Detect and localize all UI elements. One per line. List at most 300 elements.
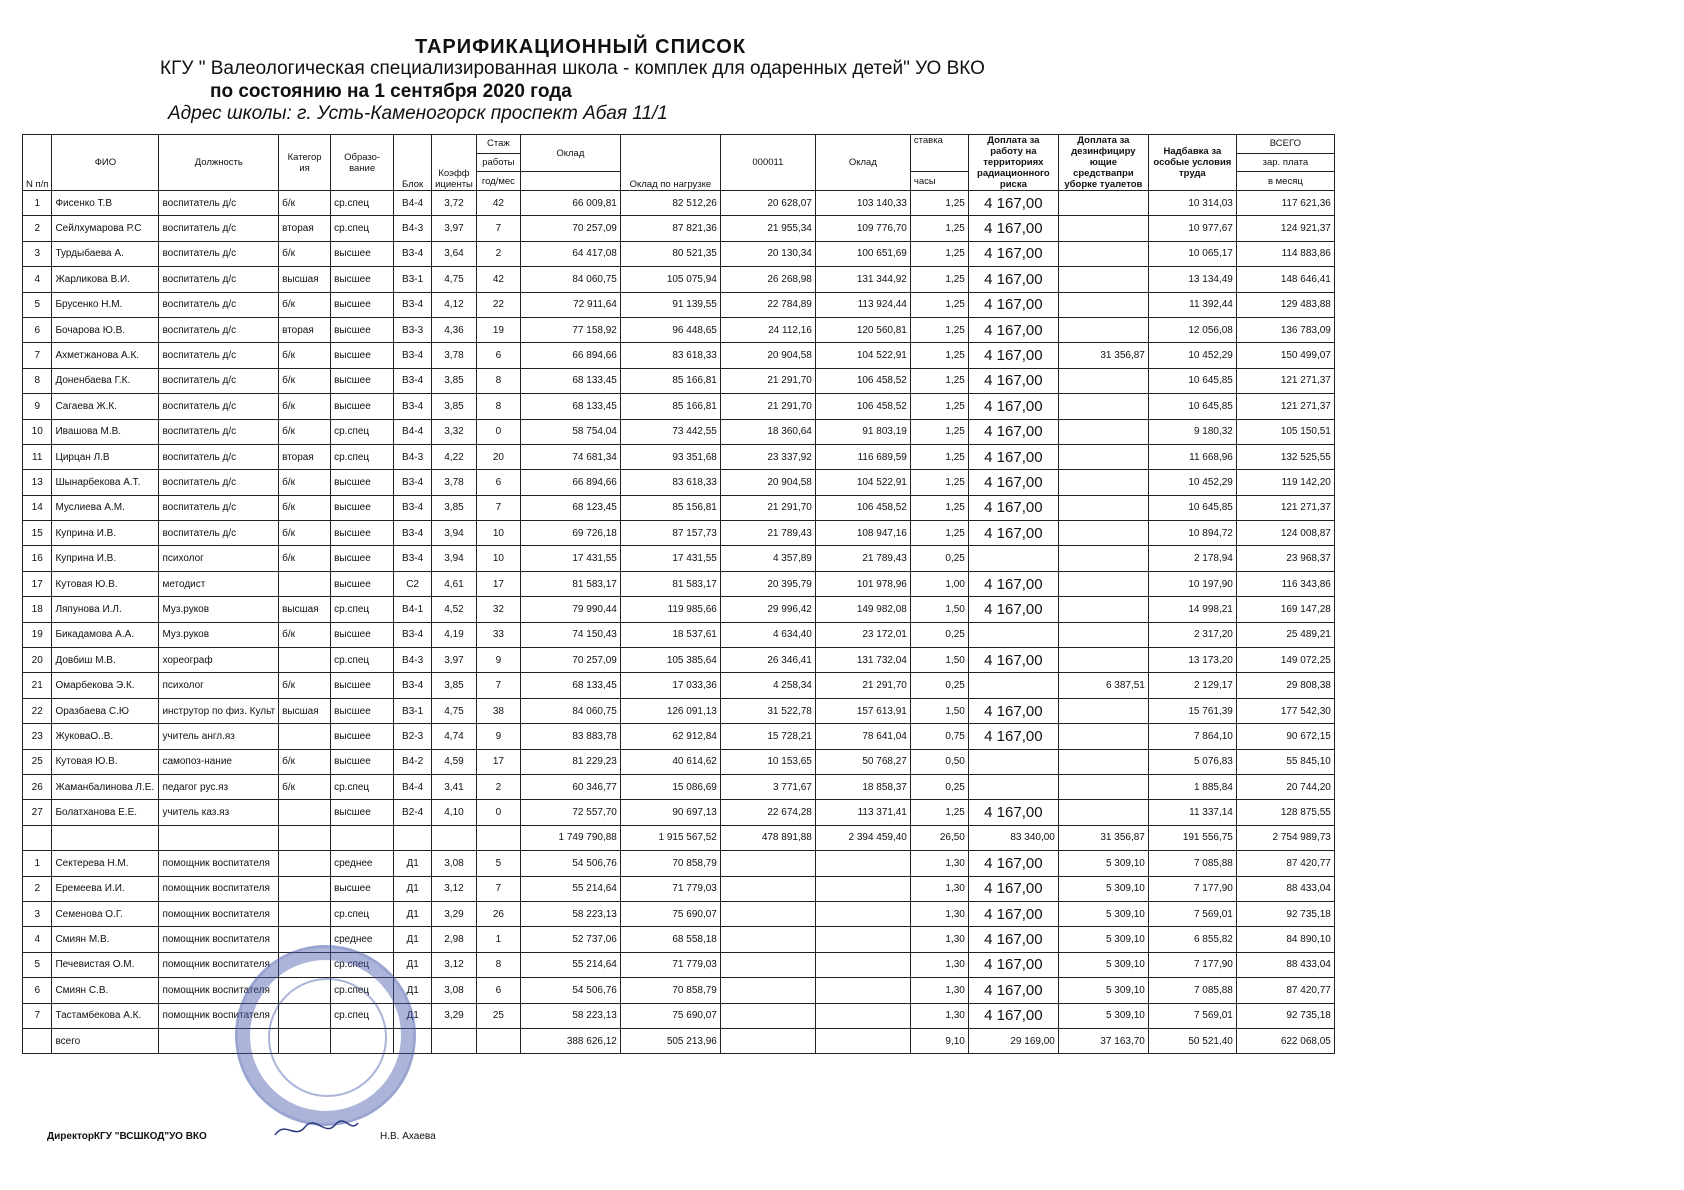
employee-position: учитель каз.яз (159, 800, 279, 825)
employee-load-salary: 85 156,81 (620, 495, 720, 520)
employee-disinfection-bonus (1058, 495, 1148, 520)
employee-block: В4-3 (394, 216, 432, 241)
employee-disinfection-bonus (1058, 444, 1148, 469)
employee-salary2: 106 458,52 (815, 495, 910, 520)
employee-radiation-bonus: 4 167,00 (968, 216, 1058, 241)
employee-category: б/к (279, 673, 331, 698)
employee-radiation-bonus (968, 622, 1058, 647)
employee-salary: 81 583,17 (520, 571, 620, 596)
employee-special-bonus: 7 085,88 (1148, 851, 1236, 876)
employee-position: помощник воспитателя (159, 901, 279, 926)
employee-block: В2-4 (394, 800, 432, 825)
subtotal-salary: 1 749 790,88 (520, 825, 620, 850)
employee-total: 148 646,41 (1236, 267, 1334, 292)
employee-special-bonus: 10 977,67 (1148, 216, 1236, 241)
employee-load-salary: 15 086,69 (620, 774, 720, 799)
employee-code-000011: 22 674,28 (720, 800, 815, 825)
employee-block: В3-1 (394, 698, 432, 723)
employee-radiation-bonus: 4 167,00 (968, 901, 1058, 926)
employee-disinfection-bonus (1058, 216, 1148, 241)
employee-name: Брусенко Н.М. (52, 292, 159, 317)
employee-coef: 3,78 (432, 343, 477, 368)
employee-code-000011: 18 360,64 (720, 419, 815, 444)
employee-salary: 52 737,06 (520, 927, 620, 952)
employee-total: 116 343,86 (1236, 571, 1334, 596)
employee-salary: 68 133,45 (520, 368, 620, 393)
employee-total: 29 808,38 (1236, 673, 1334, 698)
table-row (23, 546, 1335, 571)
signature-icon (270, 1115, 360, 1145)
employee-coef: 3,97 (432, 648, 477, 673)
employee-rate: 1,30 (910, 952, 968, 977)
employee-disinfection-bonus (1058, 571, 1148, 596)
employee-special-bonus: 12 056,08 (1148, 317, 1236, 342)
employee-coef: 3,72 (432, 191, 477, 216)
employee-radiation-bonus: 4 167,00 (968, 597, 1058, 622)
employee-experience: 38 (476, 698, 520, 723)
employee-salary: 84 060,75 (520, 698, 620, 723)
table-row (23, 317, 1335, 342)
employee-category: высшая (279, 698, 331, 723)
employee-salary2: 120 560,81 (815, 317, 910, 342)
table-row (23, 419, 1335, 444)
employee-code-000011: 24 112,16 (720, 317, 815, 342)
employee-position: хореограф (159, 648, 279, 673)
employee-position: воспитатель д/с (159, 343, 279, 368)
row-number: 4 (23, 267, 52, 292)
employee-rate: 0,25 (910, 622, 968, 647)
employee-code-000011 (720, 851, 815, 876)
employee-salary2: 108 947,16 (815, 521, 910, 546)
employee-code-000011: 21 291,70 (720, 495, 815, 520)
employee-position: воспитатель д/с (159, 394, 279, 419)
employee-salary: 72 911,64 (520, 292, 620, 317)
employee-coef: 3,85 (432, 368, 477, 393)
subtotal-disinfection-bonus: 31 356,87 (1058, 825, 1148, 850)
employee-education: высшее (331, 241, 394, 266)
row-number: 2 (23, 216, 52, 241)
employee-salary2: 21 291,70 (815, 673, 910, 698)
employee-radiation-bonus: 4 167,00 (968, 292, 1058, 317)
employee-total: 84 890,10 (1236, 927, 1334, 952)
employee-code-000011: 21 291,70 (720, 394, 815, 419)
employee-load-salary: 105 075,94 (620, 267, 720, 292)
employee-salary2: 106 458,52 (815, 368, 910, 393)
employee-category: б/к (279, 749, 331, 774)
employee-special-bonus: 7 177,90 (1148, 876, 1236, 901)
employee-load-salary: 82 512,26 (620, 191, 720, 216)
employee-radiation-bonus (968, 546, 1058, 571)
employee-disinfection-bonus (1058, 368, 1148, 393)
employee-name: Довбиш М.В. (52, 648, 159, 673)
employee-total: 117 621,36 (1236, 191, 1334, 216)
employee-salary2 (815, 1003, 910, 1028)
employee-special-bonus: 10 452,29 (1148, 343, 1236, 368)
table-row (23, 622, 1335, 647)
table-row (23, 292, 1335, 317)
employee-radiation-bonus: 4 167,00 (968, 927, 1058, 952)
employee-code-000011: 31 522,78 (720, 698, 815, 723)
employee-code-000011: 4 357,89 (720, 546, 815, 571)
subtotal-load-salary: 1 915 567,52 (620, 825, 720, 850)
employee-total: 87 420,77 (1236, 978, 1334, 1003)
employee-code-000011 (720, 952, 815, 977)
employee-position: воспитатель д/с (159, 317, 279, 342)
employee-rate: 1,25 (910, 444, 968, 469)
employee-rate: 1,25 (910, 495, 968, 520)
employee-name: Сейлхумарова Р.С (52, 216, 159, 241)
employee-disinfection-bonus (1058, 546, 1148, 571)
employee-load-salary: 81 583,17 (620, 571, 720, 596)
employee-block: В3-4 (394, 521, 432, 546)
employee-experience: 0 (476, 800, 520, 825)
subtotal-empty (331, 825, 394, 850)
employee-special-bonus: 6 855,82 (1148, 927, 1236, 952)
employee-load-salary: 105 385,64 (620, 648, 720, 673)
header-salary-empty (520, 172, 620, 191)
employee-radiation-bonus: 4 167,00 (968, 368, 1058, 393)
employee-load-salary: 70 858,79 (620, 978, 720, 1003)
employee-special-bonus: 2 317,20 (1148, 622, 1236, 647)
employee-position: воспитатель д/с (159, 444, 279, 469)
employee-name: Доненбаева Г.К. (52, 368, 159, 393)
employee-position: воспитатель д/с (159, 267, 279, 292)
employee-block: В3-4 (394, 470, 432, 495)
employee-total: 132 525,55 (1236, 444, 1334, 469)
employee-total: 23 968,37 (1236, 546, 1334, 571)
employee-special-bonus: 10 645,85 (1148, 495, 1236, 520)
employee-experience: 8 (476, 952, 520, 977)
employee-salary2: 104 522,91 (815, 470, 910, 495)
employee-coef: 3,32 (432, 419, 477, 444)
employee-category (279, 571, 331, 596)
employee-block: В3-4 (394, 495, 432, 520)
employee-category: б/к (279, 774, 331, 799)
header-total-top: ВСЕГО (1236, 135, 1334, 154)
employee-salary: 54 506,76 (520, 978, 620, 1003)
employee-salary: 84 060,75 (520, 267, 620, 292)
employee-block: Д1 (394, 851, 432, 876)
employee-rate: 1,25 (910, 267, 968, 292)
employee-coef: 3,94 (432, 521, 477, 546)
employee-special-bonus: 7 085,88 (1148, 978, 1236, 1003)
employee-coef: 3,85 (432, 495, 477, 520)
table-row (23, 521, 1335, 546)
employee-rate: 1,25 (910, 292, 968, 317)
employee-disinfection-bonus (1058, 698, 1148, 723)
employee-block: В3-4 (394, 292, 432, 317)
employee-disinfection-bonus (1058, 724, 1148, 749)
employee-rate: 1,30 (910, 1003, 968, 1028)
employee-rate: 0,75 (910, 724, 968, 749)
employee-total: 136 783,09 (1236, 317, 1334, 342)
employee-position: воспитатель д/с (159, 521, 279, 546)
employee-education: ср.спец (331, 901, 394, 926)
employee-disinfection-bonus (1058, 749, 1148, 774)
document-date: по состоянию на 1 сентября 2020 года (210, 81, 572, 102)
header-block: Блок (394, 135, 432, 191)
employee-education: ср.спец (331, 1003, 394, 1028)
employee-salary2: 91 803,19 (815, 419, 910, 444)
subtotal-empty (279, 825, 331, 850)
table-row (23, 470, 1335, 495)
employee-position: педагог рус.яз (159, 774, 279, 799)
employee-education: высшее (331, 622, 394, 647)
employee-block: В4-4 (394, 774, 432, 799)
employee-salary: 54 506,76 (520, 851, 620, 876)
employee-experience: 6 (476, 470, 520, 495)
subtotal-empty (394, 825, 432, 850)
employee-coef: 4,59 (432, 749, 477, 774)
employee-disinfection-bonus (1058, 241, 1148, 266)
employee-experience: 42 (476, 191, 520, 216)
employee-load-salary: 17 033,36 (620, 673, 720, 698)
official-stamp-icon (235, 945, 416, 1126)
header-num: N п/п (23, 135, 52, 191)
table-row (23, 724, 1335, 749)
table-row (23, 216, 1335, 241)
employee-disinfection-bonus: 6 387,51 (1058, 673, 1148, 698)
employee-load-salary: 73 442,55 (620, 419, 720, 444)
employee-coef: 3,12 (432, 876, 477, 901)
employee-coef: 4,52 (432, 597, 477, 622)
employee-position: Муз.руков (159, 622, 279, 647)
employee-position: помощник воспитателя (159, 1003, 279, 1028)
employee-salary: 81 229,23 (520, 749, 620, 774)
employee-radiation-bonus (968, 774, 1058, 799)
employee-salary: 55 214,64 (520, 952, 620, 977)
employee-block: В3-4 (394, 622, 432, 647)
employee-special-bonus: 7 569,01 (1148, 1003, 1236, 1028)
subtotal-empty (432, 825, 477, 850)
total-empty (432, 1028, 477, 1053)
employee-position: воспитатель д/с (159, 191, 279, 216)
employee-position: инструтор по физ. Культ (159, 698, 279, 723)
employee-block: В3-4 (394, 394, 432, 419)
employee-name: Бикадамова А.А. (52, 622, 159, 647)
row-number: 9 (23, 394, 52, 419)
employee-rate: 1,25 (910, 470, 968, 495)
employee-category: вторая (279, 317, 331, 342)
row-number: 8 (23, 368, 52, 393)
employee-category: вторая (279, 444, 331, 469)
employee-name: Оразбаева С.Ю (52, 698, 159, 723)
table-row (23, 978, 1335, 1003)
employee-experience: 2 (476, 241, 520, 266)
row-number: 5 (23, 292, 52, 317)
employee-disinfection-bonus (1058, 267, 1148, 292)
employee-coef: 3,85 (432, 394, 477, 419)
employee-education: ср.спец (331, 648, 394, 673)
table-row (23, 1003, 1335, 1028)
row-number: 14 (23, 495, 52, 520)
employee-category: высшая (279, 597, 331, 622)
row-number: 6 (23, 978, 52, 1003)
employee-load-salary: 87 821,36 (620, 216, 720, 241)
employee-experience: 6 (476, 343, 520, 368)
employee-salary2: 104 522,91 (815, 343, 910, 368)
employee-experience: 7 (476, 216, 520, 241)
employee-total: 114 883,86 (1236, 241, 1334, 266)
header-exp-mid: работы (476, 153, 520, 172)
employee-radiation-bonus: 4 167,00 (968, 571, 1058, 596)
employee-position: воспитатель д/с (159, 241, 279, 266)
employee-radiation-bonus (968, 673, 1058, 698)
employee-education: ср.спец (331, 191, 394, 216)
employee-name: Смиян С.В. (52, 978, 159, 1003)
employee-position: воспитатель д/с (159, 216, 279, 241)
employee-total: 150 499,07 (1236, 343, 1334, 368)
employee-name: Тастамбекова А.К. (52, 1003, 159, 1028)
employee-category: б/к (279, 470, 331, 495)
employee-block: Д1 (394, 876, 432, 901)
employee-disinfection-bonus: 5 309,10 (1058, 901, 1148, 926)
employee-category: б/к (279, 394, 331, 419)
employee-block: В4-4 (394, 191, 432, 216)
employee-experience: 9 (476, 648, 520, 673)
table-row (23, 749, 1335, 774)
employee-radiation-bonus: 4 167,00 (968, 648, 1058, 673)
employee-salary2: 113 371,41 (815, 800, 910, 825)
staff-rows (23, 191, 1335, 851)
employee-salary2 (815, 901, 910, 926)
employee-position: самопоз-нание (159, 749, 279, 774)
employee-code-000011: 20 395,79 (720, 571, 815, 596)
employee-total: 121 271,37 (1236, 394, 1334, 419)
employee-special-bonus: 11 668,96 (1148, 444, 1236, 469)
header-fio: ФИО (52, 135, 159, 191)
employee-name: Бочарова Ю.В. (52, 317, 159, 342)
employee-education: высшее (331, 292, 394, 317)
employee-coef: 3,85 (432, 673, 477, 698)
employee-total: 92 735,18 (1236, 901, 1334, 926)
employee-name: Печевистая О.М. (52, 952, 159, 977)
employee-education: высшее (331, 698, 394, 723)
employee-disinfection-bonus: 31 356,87 (1058, 343, 1148, 368)
employee-name: Ахметжанова А.К. (52, 343, 159, 368)
employee-category: б/к (279, 546, 331, 571)
employee-experience: 8 (476, 394, 520, 419)
employee-special-bonus: 14 998,21 (1148, 597, 1236, 622)
employee-category (279, 851, 331, 876)
total-disinfection-bonus: 37 163,70 (1058, 1028, 1148, 1053)
employee-special-bonus: 10 452,29 (1148, 470, 1236, 495)
table-row (23, 698, 1335, 723)
employee-radiation-bonus: 4 167,00 (968, 1003, 1058, 1028)
employee-salary: 69 726,18 (520, 521, 620, 546)
table-row (23, 597, 1335, 622)
employee-disinfection-bonus (1058, 292, 1148, 317)
employee-code-000011 (720, 901, 815, 926)
employee-education: высшее (331, 571, 394, 596)
employee-name: Сектерева Н.М. (52, 851, 159, 876)
employee-code-000011: 21 789,43 (720, 521, 815, 546)
employee-block: В3-3 (394, 317, 432, 342)
total-empty (23, 1028, 52, 1053)
employee-special-bonus: 2 129,17 (1148, 673, 1236, 698)
row-number: 26 (23, 774, 52, 799)
employee-rate: 1,50 (910, 698, 968, 723)
row-number: 17 (23, 571, 52, 596)
employee-radiation-bonus: 4 167,00 (968, 495, 1058, 520)
header-rate-hours: часы (910, 172, 968, 191)
table-row (23, 394, 1335, 419)
employee-coef: 4,36 (432, 317, 477, 342)
employee-load-salary: 85 166,81 (620, 394, 720, 419)
employee-experience: 25 (476, 1003, 520, 1028)
employee-salary: 55 214,64 (520, 876, 620, 901)
employee-total: 20 744,20 (1236, 774, 1334, 799)
school-address: Адрес школы: г. Усть-Каменогорск проспект Абая 11/1 (168, 103, 668, 124)
employee-total: 88 433,04 (1236, 952, 1334, 977)
header-category: Категор ия (279, 135, 331, 191)
row-number: 1 (23, 191, 52, 216)
employee-disinfection-bonus: 5 309,10 (1058, 1003, 1148, 1028)
row-number: 15 (23, 521, 52, 546)
employee-total: 121 271,37 (1236, 495, 1334, 520)
employee-special-bonus: 11 337,14 (1148, 800, 1236, 825)
employee-name: Смиян М.В. (52, 927, 159, 952)
employee-special-bonus: 7 569,01 (1148, 901, 1236, 926)
employee-radiation-bonus: 4 167,00 (968, 978, 1058, 1003)
employee-block: Д1 (394, 901, 432, 926)
employee-position: помощник воспитателя (159, 876, 279, 901)
employee-disinfection-bonus (1058, 597, 1148, 622)
table-row (23, 927, 1335, 952)
table-row (23, 901, 1335, 926)
employee-disinfection-bonus: 5 309,10 (1058, 978, 1148, 1003)
employee-category: б/к (279, 368, 331, 393)
employee-position: психолог (159, 673, 279, 698)
row-number: 22 (23, 698, 52, 723)
employee-category: б/к (279, 622, 331, 647)
employee-education: высшее (331, 317, 394, 342)
employee-rate: 0,25 (910, 774, 968, 799)
employee-name: Сагаева Ж.К. (52, 394, 159, 419)
employee-rate: 1,25 (910, 800, 968, 825)
employee-code-000011 (720, 978, 815, 1003)
table-row (23, 774, 1335, 799)
employee-special-bonus: 13 134,49 (1148, 267, 1236, 292)
subtotal-empty (52, 825, 159, 850)
employee-education: ср.спец (331, 978, 394, 1003)
employee-load-salary: 87 157,73 (620, 521, 720, 546)
employee-block: В4-4 (394, 419, 432, 444)
employee-salary2: 131 344,92 (815, 267, 910, 292)
employee-coef: 3,08 (432, 978, 477, 1003)
employee-load-salary: 83 618,33 (620, 343, 720, 368)
employee-salary: 58 754,04 (520, 419, 620, 444)
employee-code-000011: 4 258,34 (720, 673, 815, 698)
employee-load-salary: 71 779,03 (620, 876, 720, 901)
employee-name: Цирцан Л.В (52, 444, 159, 469)
table-row (23, 648, 1335, 673)
employee-code-000011: 20 130,34 (720, 241, 815, 266)
employee-load-salary: 83 618,33 (620, 470, 720, 495)
employee-rate: 1,25 (910, 317, 968, 342)
employee-name: Болатханова Е.Е. (52, 800, 159, 825)
employee-rate: 1,00 (910, 571, 968, 596)
employee-total: 128 875,55 (1236, 800, 1334, 825)
employee-name: Кутовая Ю.В. (52, 571, 159, 596)
employee-salary2: 50 768,27 (815, 749, 910, 774)
header-code: 000011 (720, 135, 815, 191)
employee-block: Д1 (394, 1003, 432, 1028)
employee-radiation-bonus: 4 167,00 (968, 317, 1058, 342)
employee-radiation-bonus: 4 167,00 (968, 851, 1058, 876)
employee-experience: 0 (476, 419, 520, 444)
employee-coef: 3,94 (432, 546, 477, 571)
